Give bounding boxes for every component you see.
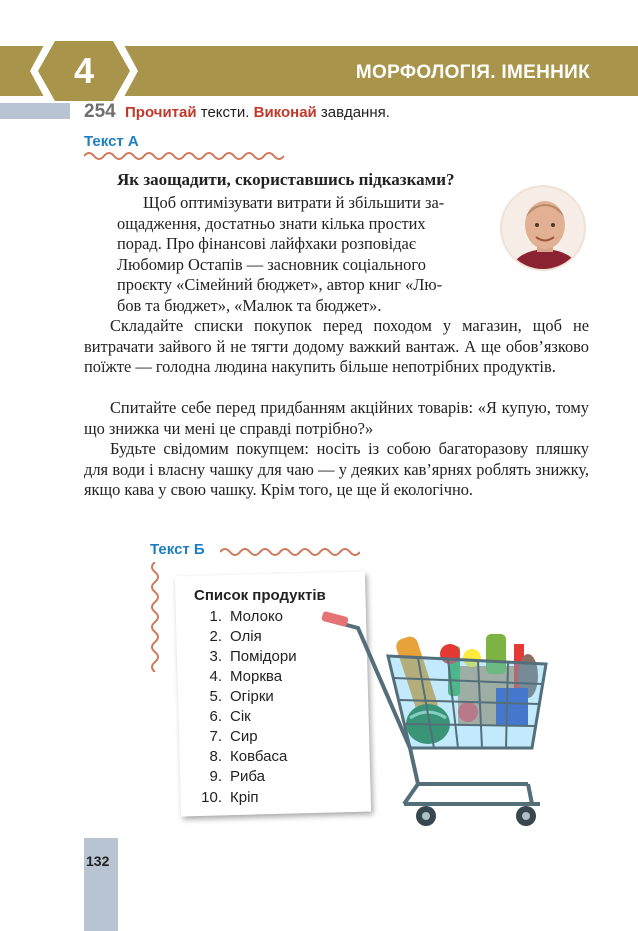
p1-line-1: Щоб оптимізувати витрати й збільшити за- [143, 193, 445, 212]
page-number: 132 [86, 853, 110, 869]
paragraph-1 [117, 193, 485, 316]
list-item: 8. Ковбаса [209, 748, 288, 765]
list-item: 4. Морква [209, 668, 283, 685]
p1-line-6: бов та бюджет», «Малюк та бюджет». [117, 295, 382, 315]
task-instruction [125, 104, 390, 121]
list-item: 6. Сік [209, 708, 251, 725]
list-item: 5. Огірки [209, 688, 274, 705]
wavy-underline-a [84, 149, 284, 163]
text-b-label: Текст Б [150, 541, 205, 558]
section-title: МОРФОЛОГІЯ. ІМЕННИК [355, 62, 590, 83]
wavy-vertical-line [148, 562, 162, 672]
p1-line-5: проєкту «Сімейний бюджет», автор книг «Лю- [117, 275, 443, 294]
list-item: 7. Сир [209, 728, 258, 745]
article-headline: Як заощадити, скориставшись підказками? [117, 170, 455, 189]
author-portrait [500, 185, 586, 271]
task-stripe [0, 103, 70, 119]
chapter-badge [28, 30, 140, 112]
chapter-number: 4 [73, 50, 95, 91]
p1-line-3: порад. Про фінансові лайфхаки розповідає [117, 234, 416, 253]
list-item: 3. Помідори [209, 648, 297, 665]
task-number: 254 [84, 101, 116, 122]
p2-text: Складайте списки покупок перед походом у магазин, щоб не витрачати зайвого й не тягти додому важкий вантаж. А ще обов’язково поїжте — голодна людина накупить більше непотрібних продуктів. [84, 316, 589, 376]
task-text-2: завдання. [316, 104, 390, 121]
shopping-cart-icon [318, 606, 550, 832]
text-a-label: Текст А [84, 133, 139, 150]
task-verb-read: Прочитай [125, 104, 197, 121]
list-item: 10. Кріп [201, 789, 259, 806]
p1-line-4: Любомир Остапів — засновник соціального [117, 254, 426, 274]
paragraph-4 [84, 439, 589, 501]
wavy-underline-b [220, 545, 360, 559]
list-item: 1. Молоко [209, 608, 284, 625]
page-side-bar [84, 838, 118, 931]
task-verb-do: Виконай [253, 104, 317, 121]
p1-line-2: ощадження, достатньо знати кілька простих [117, 213, 426, 233]
paragraph-2 [84, 316, 589, 378]
shopping-list-title: Список продуктів [194, 587, 326, 604]
list-item: 2. Олія [209, 628, 262, 645]
p3-text: Спитайте себе перед придбанням акційних товарів: «Я купую, тому що знижка чи мені це справді потрібно?» [84, 398, 589, 438]
paragraph-3 [84, 398, 589, 439]
p4-text: Будьте свідомим покупцем: носіть із собою багаторазову пляшку для води і власну чашку для чаю — у деяких кав’ярнях роблять знижку, якщо кава у свою чашку. Крім того, це ще й екологічно. [84, 439, 589, 499]
person-icon [502, 187, 586, 271]
task-text-1: тексти. [196, 104, 254, 121]
list-item: 9. Риба [209, 768, 265, 785]
